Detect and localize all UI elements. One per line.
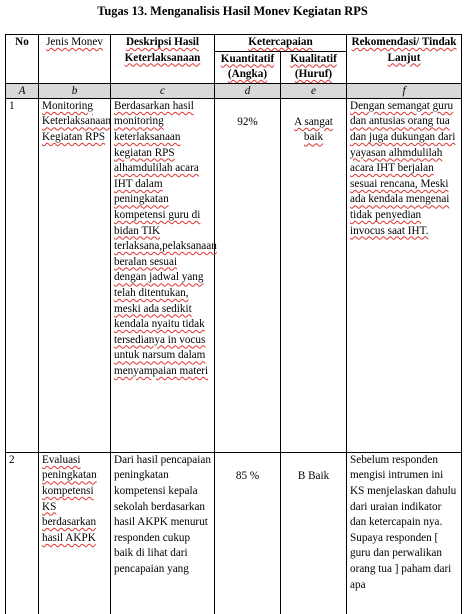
column-letter-row xyxy=(6,83,462,98)
table-row xyxy=(6,98,462,452)
header-deskripsi: Deskripsi Hasil Keterlaksanaan xyxy=(111,35,215,84)
row-kuantitatif: 85 % xyxy=(215,452,281,614)
row-deskripsi: Dari hasil pencapaian peningkatan kompetensi kepala sekolah berdasarkan hasil AKPK menurut responden cukup baik di lihat dari pencapaian yang xyxy=(111,452,215,614)
row-number: 2 xyxy=(6,452,39,614)
row-rekomendasi: Dengan semangat guru dan antusias orang tua dan juga dukungan dari yayasan alhmdulilah acara IHT berjalan sesuai rencana, Meski ada kendala mengenai tidak penyedian invocus saat IHT. xyxy=(347,98,462,452)
row-kualitatif: A sangat baik xyxy=(281,98,347,452)
header-no: No xyxy=(6,35,39,84)
page-title: Tugas 13. Menganalisis Hasil Monev Kegiatan RPS xyxy=(97,4,368,18)
row-jenis: Evaluasi peningkatan kompetensi KS berdasarkan hasil AKPK xyxy=(39,452,111,614)
header-kuantitatif: Kuantitatif (Angka) xyxy=(215,51,281,83)
column-letter: f xyxy=(347,83,462,98)
column-letter: A xyxy=(6,83,39,98)
header-kualitatif: Kualitatif (Huruf) xyxy=(281,51,347,83)
row-jenis: Monitoring Keterlaksanaan Kegiatan RPS xyxy=(39,98,111,452)
row-kuantitatif: 92% xyxy=(215,98,281,452)
header-rekomendasi: Rekomendasi/ Tindak Lanjut xyxy=(347,35,462,84)
column-letter: e xyxy=(281,83,347,98)
header-ketercapaian: Ketercapaian xyxy=(215,35,347,52)
row-deskripsi: Berdasarkan hasil monitoring keterlaksanaan kegiatan RPS alhamdulilah acara IHT dalam peningkatan kompetensi guru di bidan TIK terlaksana,pelaksanaan beralan sesuai dengan jadwal yang telah ditentukan, meski ada sedikit kendala nyaitu tidak tersedianya in vocus untuk narsum dalam menyampaian materi xyxy=(111,98,215,452)
row-number: 1 xyxy=(6,98,39,452)
column-letter: b xyxy=(39,83,111,98)
table-row xyxy=(6,452,462,614)
header-row xyxy=(6,35,462,52)
column-letter: d xyxy=(215,83,281,98)
monev-table xyxy=(5,34,462,614)
row-kualitatif: B Baik xyxy=(281,452,347,614)
row-rekomendasi: Sebelum responden mengisi intrumen ini KS menjelaskan dahulu dari uraian indikator dan ketercapain nya. Supaya responden [ guru dan perwalikan orang tua ] paham dari apa xyxy=(347,452,462,614)
column-letter: c xyxy=(111,83,215,98)
header-jenis: Jenis Monev xyxy=(39,35,111,84)
